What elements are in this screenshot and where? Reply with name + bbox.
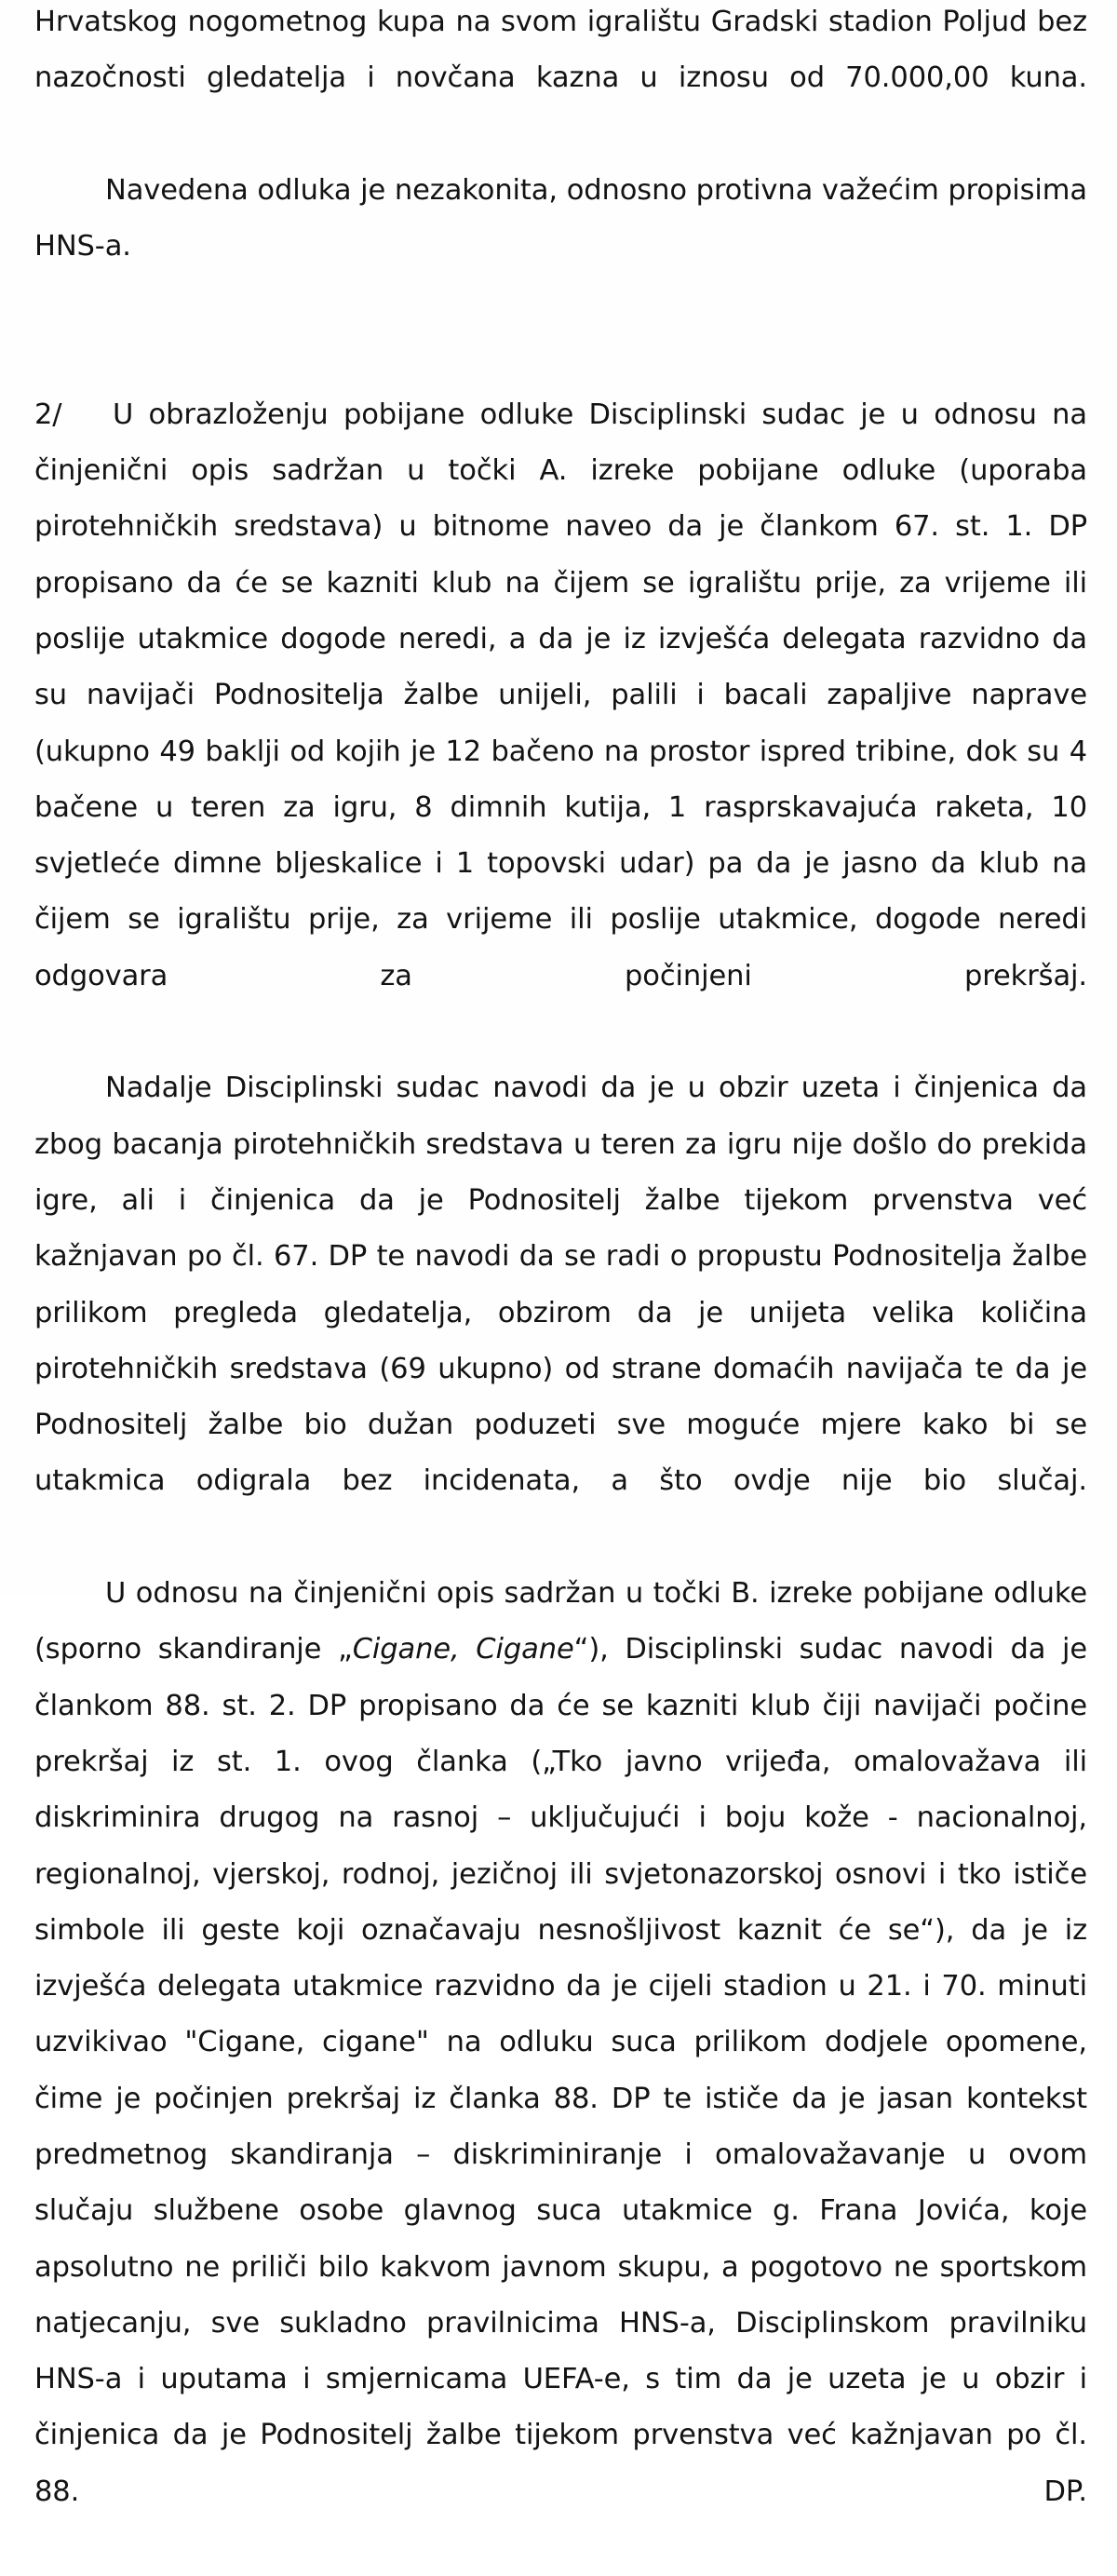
paragraph-nadalje-disciplinski-sudac: Nadalje Disciplinski sudac navodi da je u obzir uzeta i činjenica da zbog bacanja pirotehničkih sredstava u teren za igru nije došlo do prekida igre, ali i činjenica da je Podnositelj žalbe tijekom prvenstva već kažnjavan po čl. 67. DP te navodi da se radi o propustu Podnositelja žalbe prilikom pregleda gledatelja, obzirom da je unijeta velika količina pirotehničkih sredstava (69 ukupno) od strane domaćih navijača te da je Podnositelj žalbe bio dužan poduzeti sve moguće mjere kako bi se utakmica odigrala bez incidenata, a što ovdje nije bio slučaj. xyxy=(34,1072,1087,1498)
segment-text-before-quote: U odnosu na činjenični opis sadržan u točki B. izreke pobijane odluke (sporno skandiranje „ xyxy=(34,1577,1087,1666)
document-body xyxy=(34,0,1087,2576)
paragraph-section-2 xyxy=(34,387,1087,1061)
section-2-text: U obrazloženju pobijane odluke Disciplinski sudac je u odnosu na činjenični opis sadržan u točki A. izreke pobijane odluke (uporaba pirotehničkih sredstava) u bitnome naveo da je člankom 67. st. 1. DP propisano da će se kazniti klub na čijem se igralištu prije, za vrijeme ili poslije utakmice dogode neredi, a da je iz izvješća delegata razvidno da su navijači Podnositelja žalbe unijeli, palili i bacali zapaljive naprave (ukupno 49 baklji od kojih je 12 bačeno na prostor ispred tribine, dok su 4 bačene u teren za igru, 8 dimnih kutija, 1 rasprskavajuća raketa, 10 svjetleće dimne bljeskalice i 1 topovski udar) pa da je jasno da klub na čijem se igralištu prije, za vrijeme ili poslije utakmice, dogode neredi odgovara za počinjeni prekršaj. xyxy=(34,398,1087,992)
section-number-marker: 2/ xyxy=(34,398,62,431)
paragraph-tocka-b-skandiranje xyxy=(34,1566,1087,2576)
paragraph-continuation: Hrvatskog nogometnog kupa na svom igralištu Gradski stadion Poljud bez nazočnosti gledatelja i novčana kazna u iznosu od 70.000,00 kuna. xyxy=(34,6,1087,95)
quoted-chant-italic: Cigane, Cigane xyxy=(352,1633,574,1666)
paragraph-navedena-odluka: Navedena odluka je nezakonita, odnosno protivna važećim propisima HNS-a. xyxy=(34,173,1087,263)
segment-text-after-quote: “), Disciplinski sudac navodi da je člankom 88. st. 2. DP propisano da će se kazniti klub čiji navijači počine prekršaj iz st. 1. ovog članka („Tko javno vrijeđa, omalovažava ili diskriminira drugog na rasnoj – uključujući i boju kože - nacionalnoj, regionalnoj, vjerskoj, rodnoj, jezičnoj ili svjetonazorskoj osnovi i tko ističe simbole ili geste koji označavaju nesnošljivost kaznit će se“), da je iz izvješća delegata utakmice razvidno da je cijeli stadion u 21. i 70. minuti uzvikivao "Cigane, cigane" na odluku suca prilikom dodjele opomene, čime je počinjen prekršaj iz članka 88. DP te ističe da je jasan kontekst predmetnog skandiranja – diskriminiranje i omalovažavanje u ovom slučaju službene osobe glavnog suca utakmice g. Frana Jovića, koje apsolutno ne priliči bilo kakvom javnom skupu, a pogotovo ne sportskom natjecanju, sve sukladno pravilnicima HNS-a, Disciplinskom pravilniku HNS-a i uputama i smjernicama UEFA-e, s tim da je uzeta je u obzir i činjenica da je Podnositelj žalbe tijekom prvenstva već kažnjavan po čl. 88. DP. xyxy=(34,1633,1088,2508)
